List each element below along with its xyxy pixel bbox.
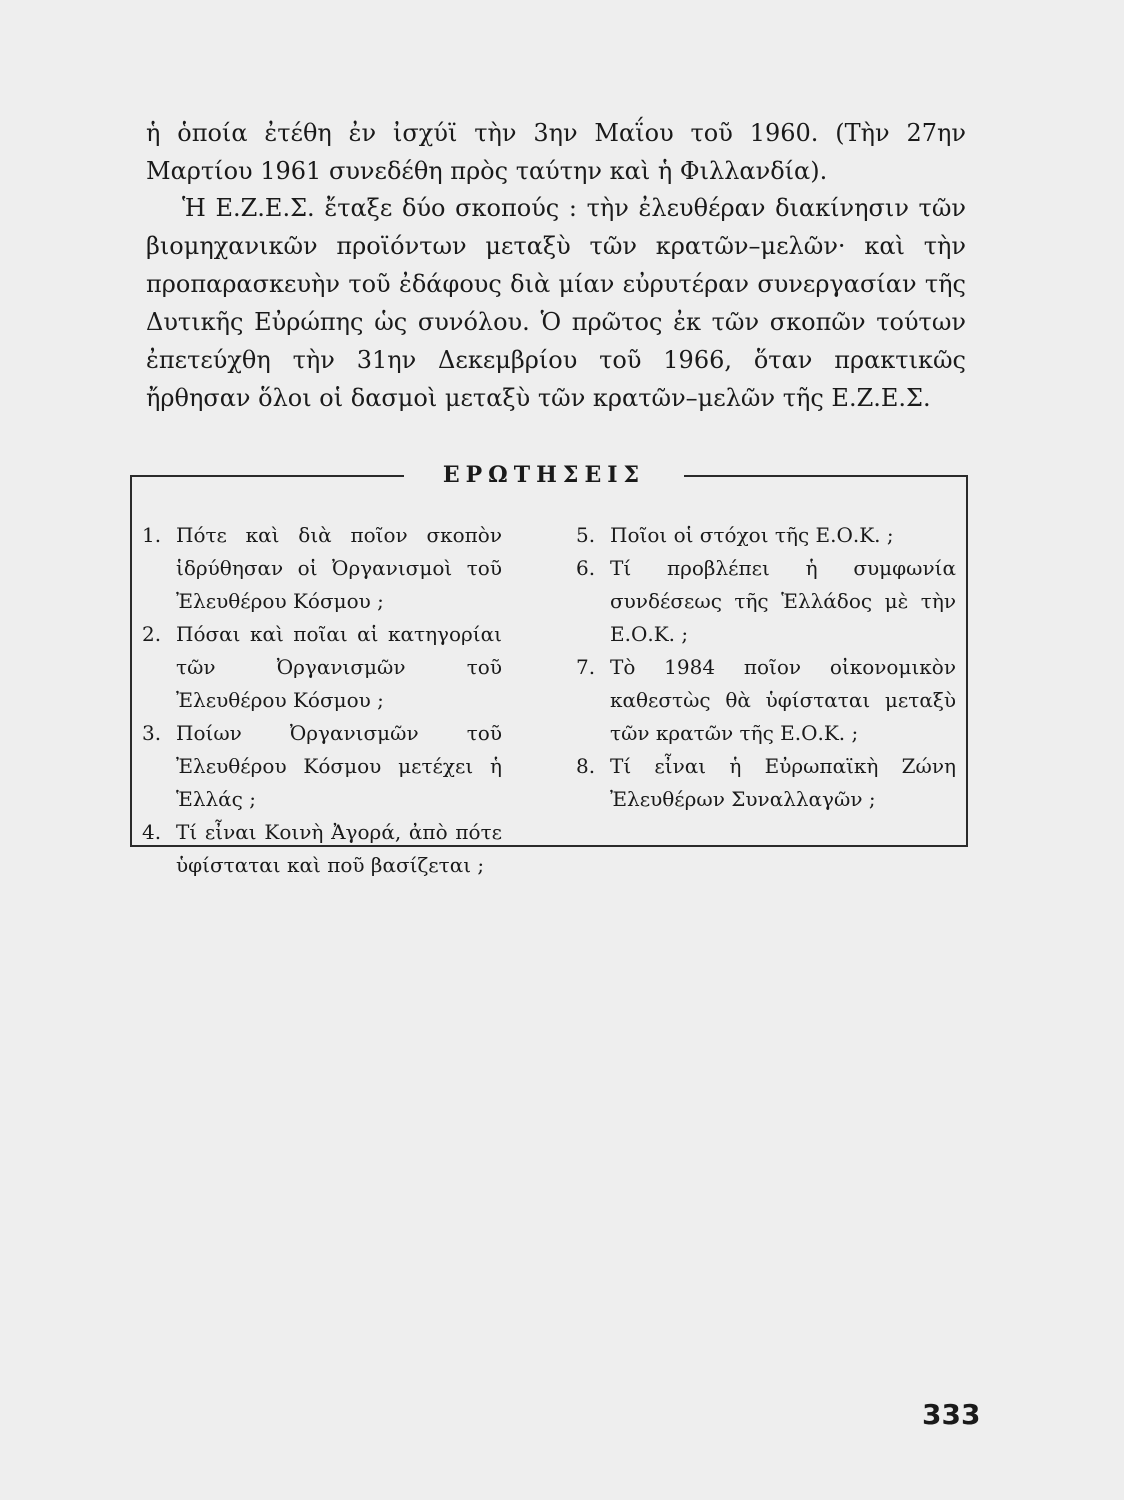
question-number: 6.	[576, 556, 596, 580]
question-number: 4.	[142, 820, 162, 844]
page-number: 333	[922, 1398, 981, 1431]
paragraph-1: ἡ ὁποία ἐτέθη ἐν ἰσχύϊ τὴν 3ην Μαΐου τοῦ 1960. (Τὴν 27ην Μαρτίου 1961 συνεδέθη πρὸς ταύτην καὶ ἡ Φιλλανδία).	[146, 119, 966, 185]
questions-column-left	[142, 519, 502, 882]
question-text: Ποίων Ὀργανισμῶν τοῦ Ἐλευθέρου Κόσμου μετέχει ἡ Ἑλλάς ;	[176, 721, 502, 811]
question-number: 5.	[576, 523, 596, 547]
question-item	[142, 816, 502, 882]
question-number: 3.	[142, 721, 162, 745]
question-text: Τὸ 1984 ποῖον οἰκονομικὸν καθεστὼς θὰ ὑφίσταται μεταξὺ τῶν κρατῶν τῆς Ε.Ο.Κ. ;	[610, 655, 956, 745]
question-text: Πόσαι καὶ ποῖαι αἱ κατηγορίαι τῶν Ὀργανισμῶν τοῦ Ἐλευθέρου Κόσμου ;	[176, 622, 502, 712]
questions-box	[130, 475, 968, 877]
question-text: Πότε καὶ διὰ ποῖον σκοπὸν ἱδρύθησαν οἱ Ὀργανισμοὶ τοῦ Ἐλευθέρου Κόσμου ;	[176, 523, 502, 613]
questions-column-right	[576, 519, 956, 816]
question-item	[576, 552, 956, 651]
paragraph-2: Ἡ Ε.Ζ.Ε.Σ. ἔταξε δύο σκοπούς : τὴν ἐλευθέραν διακίνησιν τῶν βιομηχανικῶν προϊόντων μεταξὺ τῶν κρατῶν–μελῶν· καὶ τὴν προπαρασκευὴν τοῦ ἐδάφους διὰ μίαν εὐρυτέραν συνεργασίαν τῆς Δυτικῆς Εὐρώπης ὡς συνόλου. Ὁ πρῶτος ἐκ τῶν σκοπῶν τούτων ἐπετεύχθη τὴν 31ην Δεκεμβρίου τοῦ 1966, ὅταν πρακτικῶς ἤρθησαν ὅλοι οἱ δασμοὶ μεταξὺ τῶν κρατῶν–μελῶν τῆς Ε.Ζ.Ε.Σ.	[146, 194, 966, 412]
question-text: Ποῖοι οἱ στόχοι τῆς Ε.Ο.Κ. ;	[610, 523, 894, 547]
questions-title: ΕΡΩΤΗΣΕΙΣ	[404, 460, 684, 490]
question-number: 7.	[576, 655, 596, 679]
question-item	[142, 618, 502, 717]
question-number: 8.	[576, 754, 596, 778]
question-item	[142, 519, 502, 618]
question-text: Τί εἶναι Κοινὴ Ἀγορά, ἀπὸ πότε ὑφίσταται καὶ ποῦ βασίζεται ;	[176, 820, 502, 877]
question-number: 2.	[142, 622, 162, 646]
question-item	[576, 750, 956, 816]
question-text: Τί εἶναι ἡ Εὐρωπαϊκὴ Ζώνη Ἐλευθέρων Συναλλαγῶν ;	[610, 754, 956, 811]
question-item	[142, 717, 502, 816]
question-number: 1.	[142, 523, 162, 547]
question-item	[576, 651, 956, 750]
question-text: Τί προβλέπει ἡ συμφωνία συνδέσεως τῆς Ἑλλάδος μὲ τὴν Ε.Ο.Κ. ;	[610, 556, 956, 646]
question-item	[576, 519, 956, 552]
